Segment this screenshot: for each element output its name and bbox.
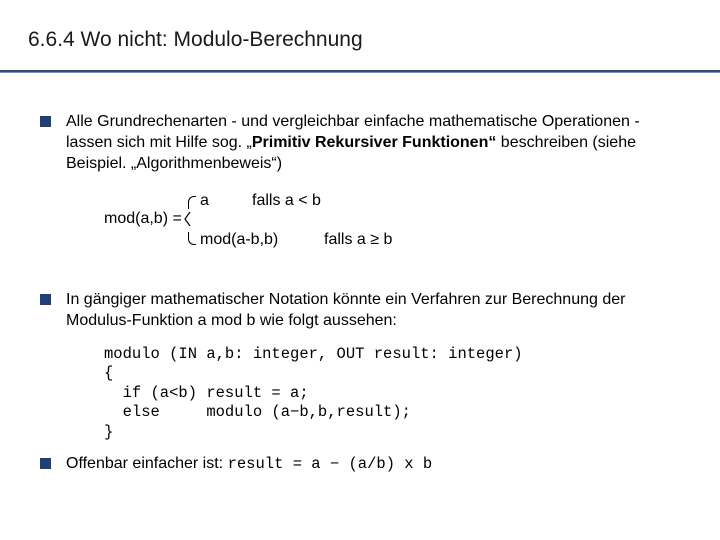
formula-case-1-value: a bbox=[200, 192, 209, 209]
formula-lhs: mod(a,b) = bbox=[104, 210, 182, 227]
title-divider bbox=[0, 70, 720, 73]
formula-case-2-condition: falls a ≥ b bbox=[324, 231, 393, 248]
bullet-1-bold-term: Primitiv Rekursiver Funktionen“ bbox=[251, 134, 497, 151]
bullet-2-line-1: In gängiger mathematischer Notation könnte ein Verfahren zur Berechnung der bbox=[66, 291, 626, 308]
bullet-1-line-1: Alle Grundrechenarten - und vergleichbar einfache mathematische Operationen - bbox=[66, 113, 640, 130]
formula-case-1-condition: falls a < b bbox=[252, 192, 321, 209]
brace-top-icon bbox=[188, 196, 196, 209]
brace-middle-icon bbox=[183, 212, 191, 226]
bullet-2-line-2: Modulus-Funktion a mod b wie folgt aussehen: bbox=[66, 312, 397, 329]
page-title: 6.6.4 Wo nicht: Modulo-Berechnung bbox=[28, 28, 363, 51]
brace-bottom-icon bbox=[188, 232, 196, 245]
bullet-1-line-3: Beispiel. „Algorithmenbeweis“) bbox=[66, 155, 283, 172]
bullet-3-code: result = a − (a/b) x b bbox=[227, 455, 433, 473]
bullet-3-label: Offenbar einfacher ist: bbox=[66, 455, 228, 472]
bullet-2-text bbox=[66, 289, 716, 331]
code-line-3: if (a<b) result = a; bbox=[104, 384, 309, 402]
bullet-square-icon bbox=[40, 294, 51, 305]
code-line-5: } bbox=[104, 423, 114, 441]
bullet-1-line-2-start: lassen sich mit Hilfe sog. „ bbox=[66, 134, 252, 151]
bullet-1-line-2 bbox=[66, 132, 716, 153]
bullet-square-icon bbox=[40, 116, 51, 127]
code-line-2: { bbox=[104, 364, 114, 382]
bullet-square-icon bbox=[40, 458, 51, 469]
bullet-1-line-2-end: beschreiben (siehe bbox=[496, 134, 636, 151]
formula-case-2-value: mod(a-b,b) bbox=[200, 231, 279, 248]
code-line-1: modulo (IN a,b: integer, OUT result: integer) bbox=[104, 345, 523, 363]
bullet-3-text bbox=[66, 453, 432, 475]
code-line-4: else modulo (a−b,b,result); bbox=[104, 403, 411, 421]
bullet-1-text bbox=[66, 111, 716, 174]
